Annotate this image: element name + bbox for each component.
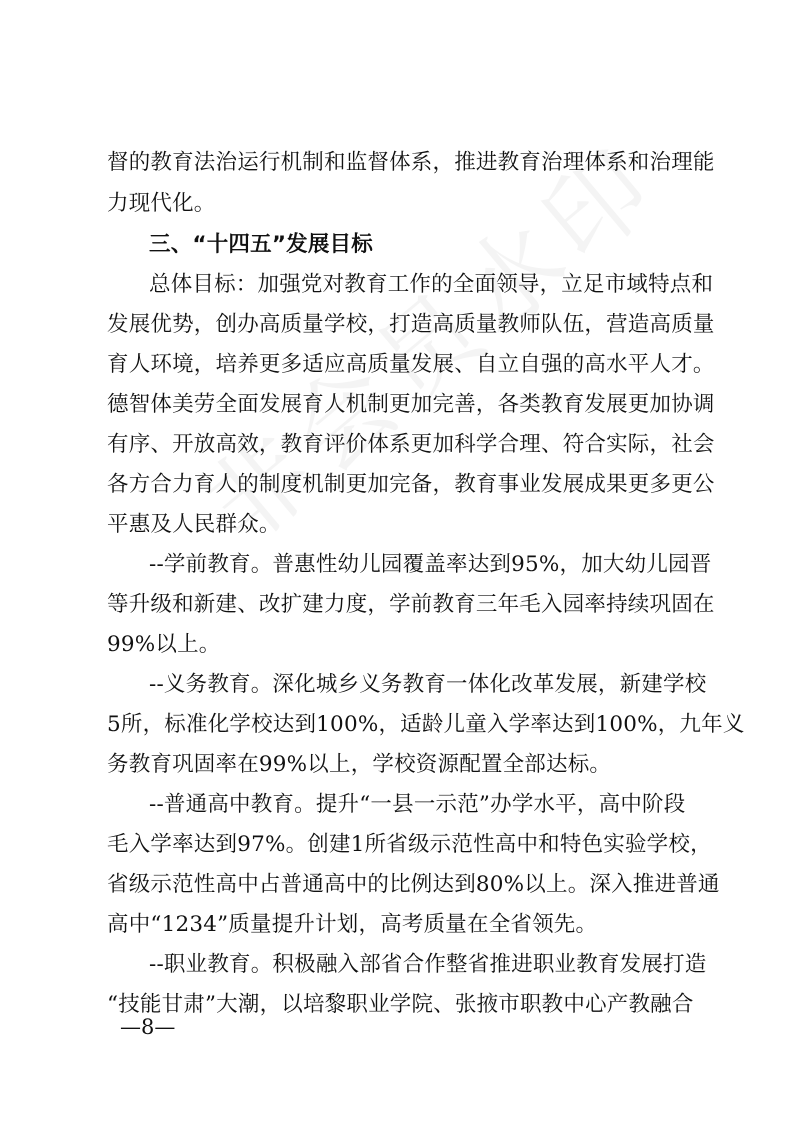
- text-line: 99%以上。: [107, 632, 221, 657]
- text-line: “技能甘肃”大潮，以培黎职业学院、张掖市职教中心产教融合: [107, 992, 694, 1017]
- text-line: 发展优势，创办高质量学校，打造高质量教师队伍，营造高质量: [107, 312, 715, 337]
- text-line: 德智体美劳全面发展育人机制更加完善，各类教育发展更加协调: [107, 392, 715, 417]
- text-line: 省级示范性高中占普通高中的比例达到80%以上。深入推进普通: [107, 872, 720, 897]
- text-line: 务教育巩固率在99%以上，学校资源配置全部达标。: [107, 752, 612, 777]
- text-line: --职业教育。积极融入部省合作整省推进职业教育发展打造: [149, 952, 707, 977]
- section-heading: 三、“十四五”发展目标: [149, 232, 373, 257]
- page-number: —8—: [120, 1015, 176, 1039]
- text-line: 总体目标：加强党对教育工作的全面领导，立足市域特点和: [149, 272, 714, 297]
- text-line: --普通高中教育。提升“一县一示范”办学水平，高中阶段: [149, 792, 686, 817]
- text-line: 督的教育法治运行机制和监督体系，推进教育治理体系和治理能: [107, 150, 715, 175]
- text-line: 平惠及人民群众。: [107, 512, 281, 537]
- text-line: 高中“1234”质量提升计划，高考质量在全省领先。: [107, 912, 598, 937]
- text-line: 育人环境，培养更多适应高质量发展、自立自强的高水平人才。: [107, 352, 715, 377]
- text-line: 等升级和新建、改扩建力度，学前教育三年毛入园率持续巩固在: [107, 592, 715, 617]
- text-line: --义务教育。深化城乡义务教育一体化改革发展，新建学校: [149, 672, 707, 697]
- text-line: 各方合力育人的制度机制更加完备，教育事业发展成果更多更公: [107, 472, 715, 497]
- text-line: 5所，标准化学校达到100%，适龄儿童入学率达到100%，九年义: [107, 712, 745, 737]
- text-line: --学前教育。普惠性幼儿园覆盖率达到95%，加大幼儿园晋: [149, 552, 712, 577]
- text-line: 力现代化。: [107, 191, 216, 216]
- text-line: 毛入学率达到97%。创建1所省级示范性高中和特色实验学校，: [107, 832, 712, 857]
- text-line: 有序、开放高效，教育评价体系更加科学合理、符合实际，社会: [107, 432, 715, 457]
